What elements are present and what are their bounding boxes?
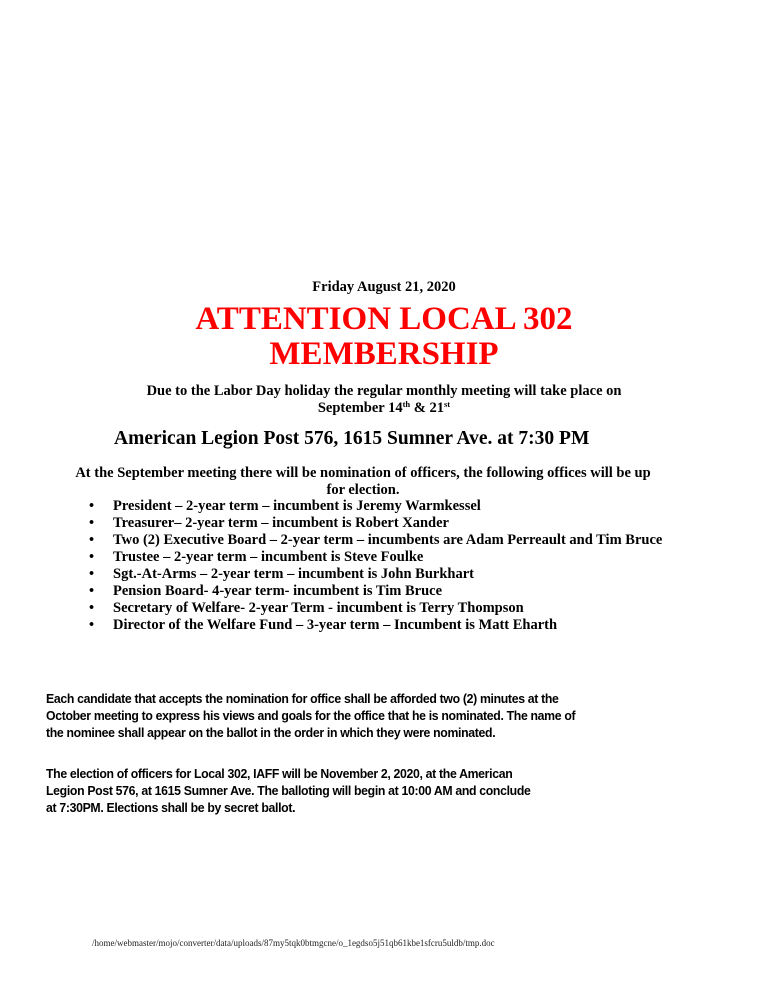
ordinal-suffix: th [402,399,411,409]
paragraph-line: at 7:30PM. Elections shall be by secret ballot. [46,800,296,815]
document-date: Friday August 21, 2020 [312,279,456,295]
election-details-paragraph [46,765,688,816]
office-text: Sgt.-At-Arms – 2-year term – incumbent is John Burkhart [113,566,474,582]
intro-line-1: At the September meeting there will be nomination of officers, the following offices will be up [75,465,651,481]
paragraph-line: the nominee shall appear on the ballot in the order in which they were nominated. [46,725,496,740]
meeting-location: American Legion Post 576, 1615 Sumner Ave. at 7:30 PM [114,428,590,449]
list-item [85,566,665,583]
office-text: Treasurer– 2-year term – incumbent is Robert Xander [113,515,449,531]
notice-date-2: & 21 [410,400,444,416]
office-text: President – 2-year term – incumbent is Jeremy Warmkessel [113,498,481,514]
notice-line-1: Due to the Labor Day holiday the regular monthly meeting will take place on [146,383,622,399]
nomination-intro [0,465,726,499]
bullet-icon: • [89,498,95,514]
paragraph-line: The election of officers for Local 302, IAFF will be November 2, 2020, at the American [46,766,513,781]
paragraph-line: October meeting to express his views and goals for the office that he is nominated. The name of [46,708,576,723]
bullet-icon: • [89,549,95,565]
notice-line-2 [0,400,768,417]
title-line-1: ATTENTION LOCAL 302 [195,301,573,337]
title-line-2: MEMBERSHIP [269,336,499,372]
paragraph-line: Legion Post 576, at 1615 Sumner Ave. The balloting will begin at 10:00 AM and conclude [46,783,531,798]
office-text: Trustee – 2-year term – incumbent is Steve Foulke [113,549,424,565]
bullet-icon: • [89,600,95,616]
list-item [85,600,665,617]
paragraph-line: Each candidate that accepts the nomination for office shall be afforded two (2) minutes at the [46,691,559,706]
bullet-icon: • [89,617,95,633]
list-item [85,583,665,600]
office-text: Secretary of Welfare- 2-year Term - incumbent is Terry Thompson [113,600,524,616]
bullet-icon: • [89,583,95,599]
office-text: Director of the Welfare Fund – 3-year term – Incumbent is Matt Eharth [113,617,558,633]
bullet-icon: • [89,532,95,548]
office-text: Two (2) Executive Board – 2-year term – incumbents are Adam Perreault and Tim Bruce [113,532,663,548]
bullet-icon: • [89,566,95,582]
notice-date-1: September 14 [317,400,403,416]
intro-line-2: for election. [326,482,400,498]
list-item [85,532,665,549]
list-item [85,515,665,532]
ordinal-suffix: st [443,399,451,409]
list-item [85,549,665,566]
list-item [85,617,665,634]
nomination-rules-paragraph [46,690,688,741]
meeting-notice [0,383,768,417]
office-text: Pension Board- 4-year term- incumbent is Tim Bruce [113,583,443,599]
bullet-icon: • [89,515,95,531]
offices-list [85,498,665,634]
footer-file-path: /home/webmaster/mojo/converter/data/uploads/87my5tqk0btmgcne/o_1egdso5j51qb61kbe1sfcru5uldb/tmp.doc [92,938,495,948]
list-item [85,498,665,515]
